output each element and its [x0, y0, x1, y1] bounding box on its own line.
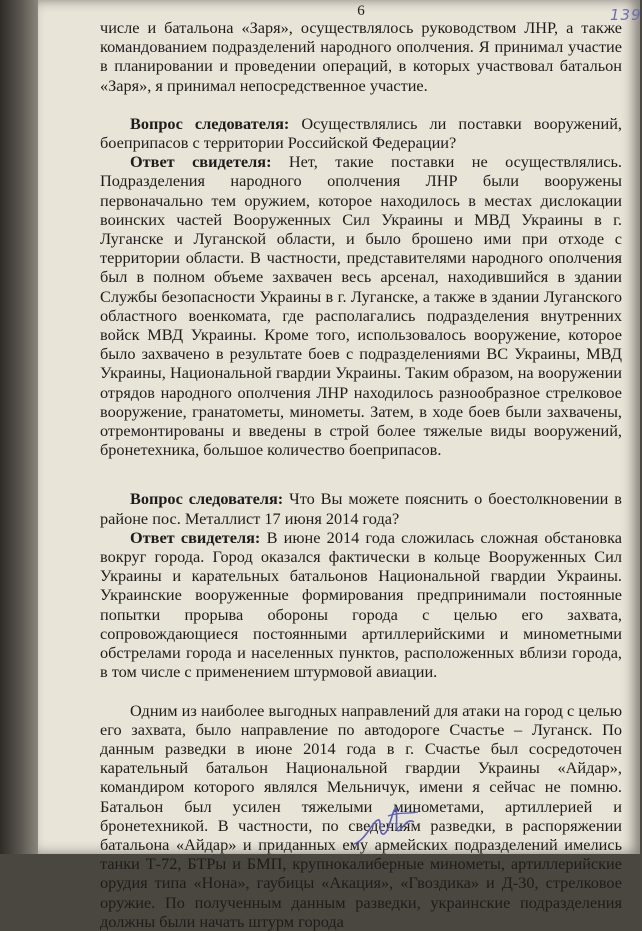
page-number: 6	[357, 3, 365, 19]
page-text	[100, 0, 622, 931]
answer-label: Ответ свидетеля:	[130, 152, 272, 172]
paragraph-text: числе и батальона «Заря», осуществлялось руководством ЛНР, а также командованием подразделений народного ополчения. Я принимал участие в планировании и проведении операций, в которых участвовал батальон «Заря», я принимал непосредственное участие.	[100, 18, 622, 95]
witness-answer	[100, 528, 622, 682]
witness-answer	[100, 152, 622, 459]
handwritten-page-number: 139	[610, 6, 642, 24]
answer-text: Нет, такие поставки не осуществлялись. Подразделения народного ополчения ЛНР были вооружены первоначально тем оружием, которое находилось в местах дислокации воинских частей Вооруженных Сил Украины и МВД Украины в г. Луганске и Луганской области, и было брошено ими при отходе с территории области. В частности, представителями народного ополчения был в полном объеме захвачен весь арсенал, находившийся в здании Службы безопасности Украины в г. Луганске, а также в здании Луганского областного военкомата, где располагались подразделения внутренних войск МВД Украины. Кроме того, использовалось вооружение, которое было захвачено в результате боев с подразделениями ВС Украины, МВД Украины, Национальной гвардии Украины. Таким образом, на вооружении отрядов народного ополчения ЛНР находилось разнообразное стрелковое вооружение, гранатометы, минометы. Затем, в ходе боев были захвачены, отремонтированы и введены в строй более тяжелые виды вооружений, бронетехника, большое количество боеприпасов.	[100, 152, 622, 460]
book-binding	[0, 0, 38, 854]
paragraph-text: Одним из наиболее выгодных направлений для атаки на город с целью его захвата, было направление по автодороге Счастье – Луганск. По данным разведки в июне 2014 года в г. Счастье был сосредоточен карательный батальон Национальной гвардии Украины «Айдар», командиром которого являлся Мельничук, имени я сейчас не помню. Батальон был усилен тяжелыми минометами, артиллерией и бронетехникой. В частности, по сведениям разведки, в распоряжении батальона «Айдар» и приданных ему армейских подразделений имелись танки Т-72, БТРы и БМП, крупнокалиберные минометы, артиллерийские орудия типа «Нона», гаубицы «Акация», «Гвоздика» и Д-30, стрелковое оружие. По полученным данным разведки, украинские подразделения должны были начать штурм города	[100, 700, 622, 931]
document-page	[38, 0, 642, 931]
question-label: Вопрос следователя:	[130, 113, 290, 133]
answer-text: В июне 2014 года сложилась сложная обстановка вокруг города. Город оказался фактически в кольце Вооруженных Сил Украины и карательных батальонов Национальной гвардии Украины. Украинские вооруженные формирования предпринимали постоянные попытки прорыва обороны города с целью его захвата, сопровождающиеся постоянными артиллерийскими и минометными обстрелами города и населенных пунктов, расположенных вблизи города, в том числе с применением штурмовой авиации.	[100, 527, 623, 682]
question-text: Что Вы можете пояснить о боестолкновении в районе пос. Металлист 17 июня 2014 года?	[100, 489, 622, 528]
question-label: Вопрос следователя:	[130, 489, 284, 509]
investigator-question	[100, 489, 622, 527]
question-text: Осуществлялись ли поставки вооружений, боеприпасов с территории Российской Федерации?	[100, 113, 622, 153]
investigator-question	[100, 114, 622, 152]
answer-label: Ответ свидетеля:	[130, 527, 261, 547]
signature	[348, 800, 428, 850]
paragraph-continuation	[100, 18, 622, 95]
